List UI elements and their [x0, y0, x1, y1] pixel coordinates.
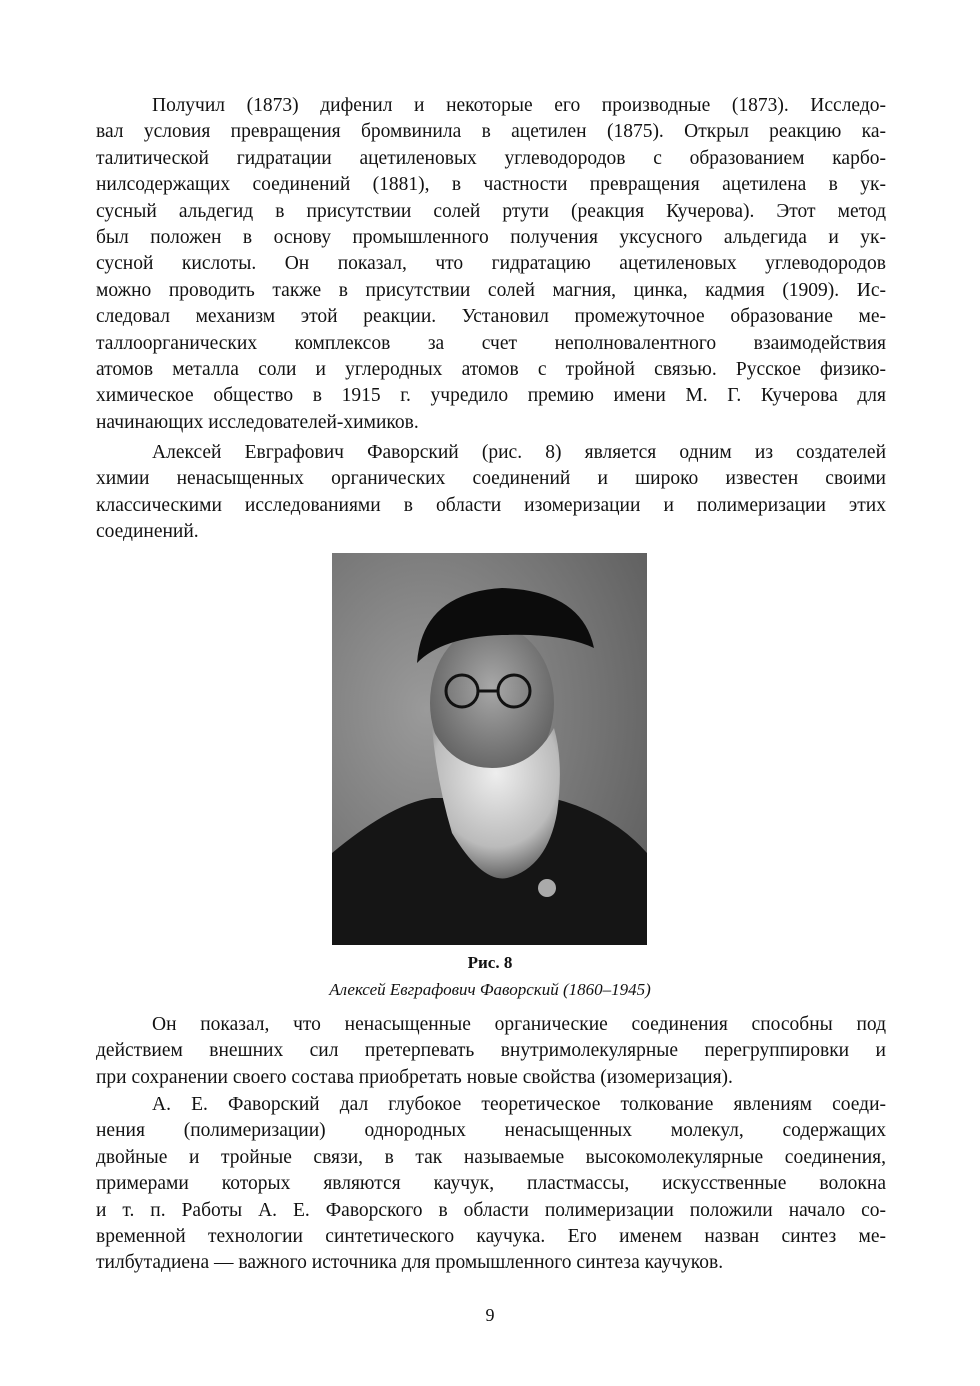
text-line: химии ненасыщенных органических соединений и широко известен своими: [96, 468, 886, 490]
text-line: таллоорганических комплексов за счет неполновалентного взаимодействия: [96, 332, 886, 354]
text-line: двойные и тройные связи, в так называемые высокомолекулярные соединения,: [96, 1146, 886, 1168]
text-line: можно проводить также в присутствии солей магния, цинка, кадмия (1909). Ис-: [96, 279, 886, 301]
text-line: химическое общество в 1915 г. учредило премию имени М. Г. Кучерова для: [96, 385, 886, 407]
text-line: классическими исследованиями в области изомеризации и полимеризации этих: [96, 494, 886, 516]
text-line: талитической гидратации ацетиленовых углеводородов с образованием карбо-: [96, 147, 886, 169]
text-line: Алексей Евграфович Фаворский (рис. 8) является одним из создателей: [152, 442, 886, 463]
text-line: следовал механизм этой реакции. Установил промежуточное образование ме-: [96, 306, 886, 328]
text-line: Он показал, что ненасыщенные органические соединения способны под: [152, 1014, 886, 1035]
text-line: временной технологии синтетического каучука. Его именем назван синтез ме-: [96, 1226, 886, 1247]
text-line: примерами которых являются каучук, пластмассы, искусственные волокна: [96, 1173, 886, 1195]
text-line: и т. п. Работы А. Е. Фаворского в области полимеризации положили начало со-: [96, 1199, 886, 1221]
text-line: Получил (1873) дифенил и некоторые его производные (1873). Исследо-: [152, 95, 886, 116]
text-line: сусный альдегид в присутствии солей ртути (реакция Кучерова). Этот метод: [96, 200, 886, 222]
page-number: 9: [485, 1305, 495, 1325]
text-line: вал условия превращения бромвинила в ацетилен (1875). Открыл реакцию ка-: [96, 121, 886, 143]
text-line: начинающих исследователей-химиков.: [96, 411, 419, 433]
text-line: при сохранении своего состава приобретать новые свойства (изомеризация).: [96, 1066, 733, 1088]
text-line: А. Е. Фаворский дал глубокое теоретическое толкование явлениям соеди-: [152, 1094, 886, 1115]
text-line: соединений.: [96, 521, 199, 543]
text-line: тилбутадиена — важного источника для промышленного синтеза каучуков.: [96, 1252, 724, 1274]
text-line: сусной кислоты. Он показал, что гидратацию ацетиленовых углеводородов: [96, 253, 886, 275]
text-line: атомов металла соли и углеродных атомов с тройной связью. Русское физико-: [96, 359, 886, 380]
text-line: нилсодержащих соединений (1881), в частности превращения ацетилена в ук-: [96, 174, 886, 196]
text-line: нения (полимеризации) однородных ненасыщенных молекул, содержащих: [96, 1120, 886, 1142]
figure-label: Рис. 8: [467, 953, 513, 972]
text-line: действием внешних сил претерпевать внутримолекулярные перегруппировки и: [96, 1040, 886, 1062]
figure-caption: Алексей Евграфович Фаворский (1860–1945): [329, 980, 651, 999]
text-line: был положен в основу промышленного получения уксусного альдегида и ук-: [96, 227, 886, 248]
portrait-photo: [332, 553, 647, 945]
